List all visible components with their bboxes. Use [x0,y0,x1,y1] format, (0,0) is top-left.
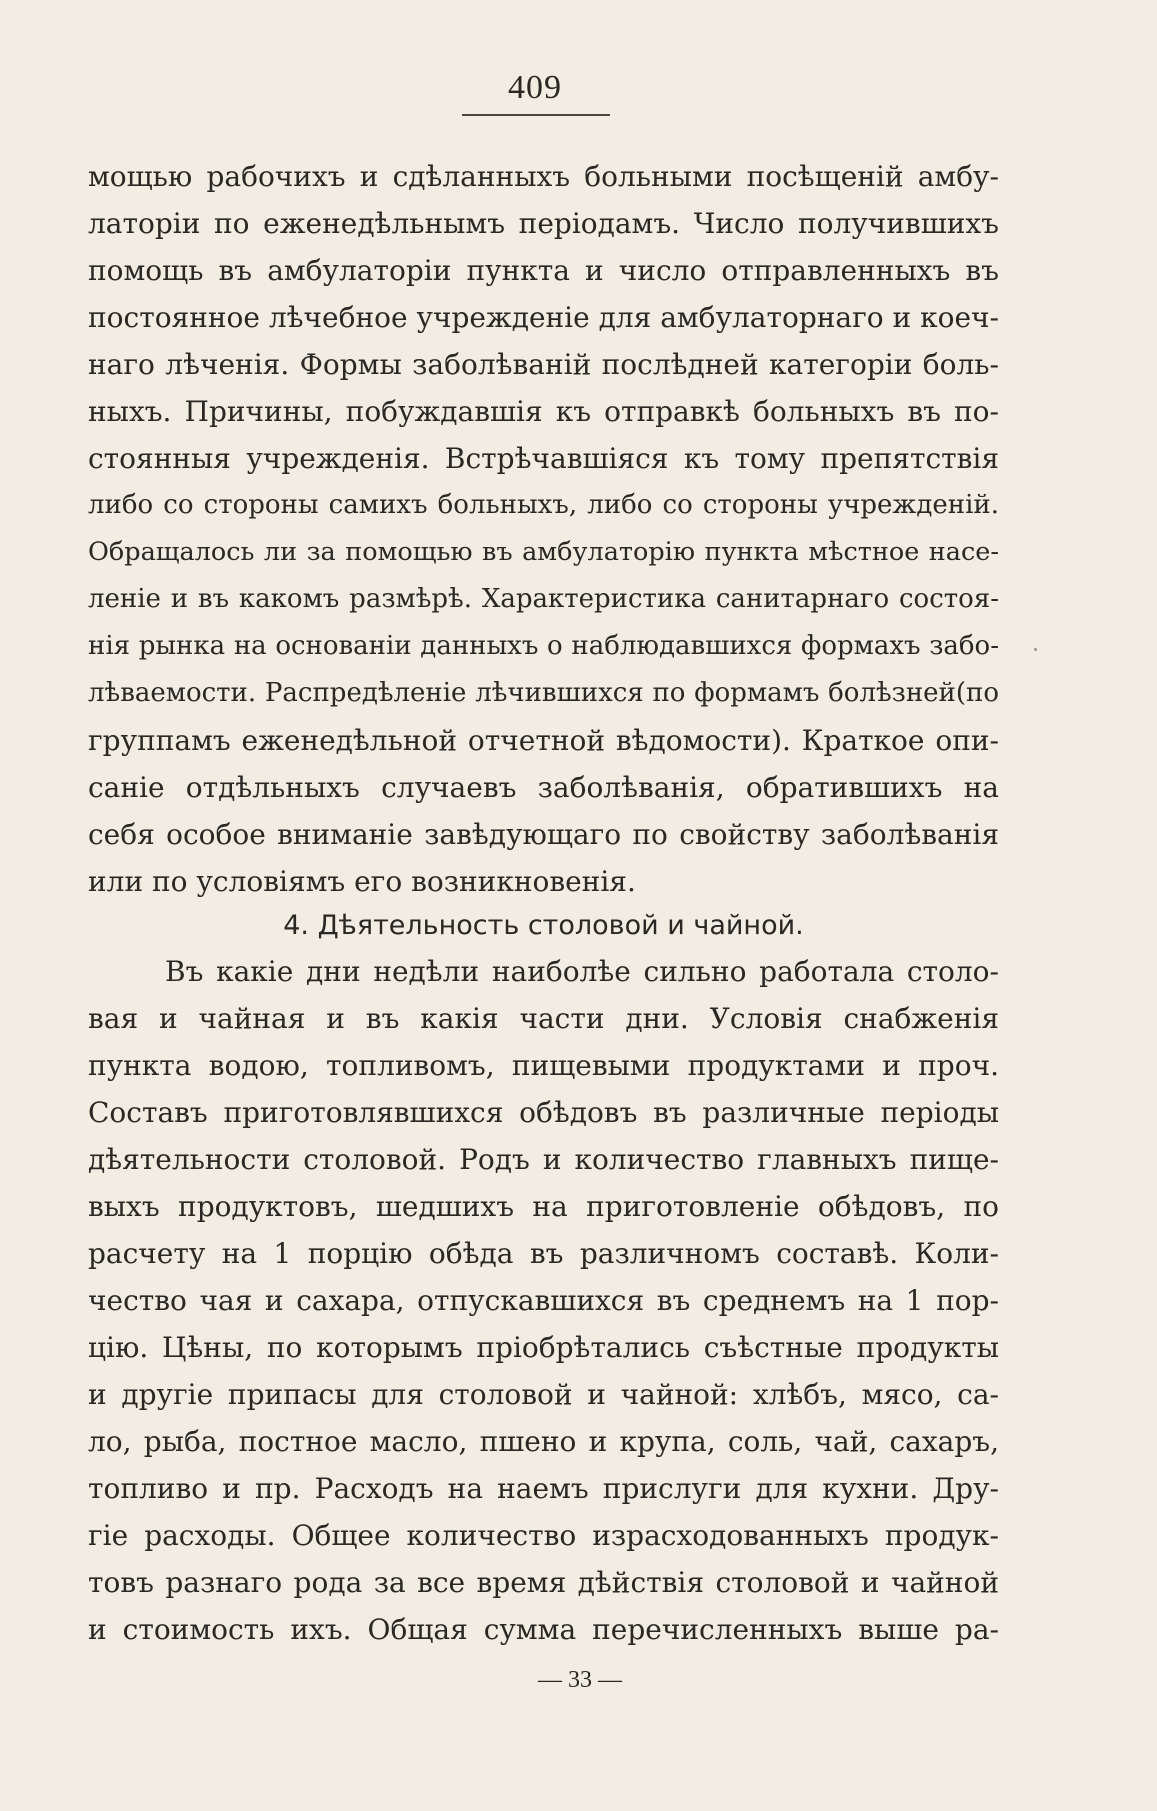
text-line: леніе и въ какомъ размѣрѣ. Характеристика санитарнаго состоя- [88,584,999,614]
text-line: латоріи по еженедѣльнымъ періодамъ. Число получившихъ [88,207,999,240]
text-line: мощью рабочихъ и сдѣланныхъ больными посѣщеній амбу- [88,160,999,193]
text-line: группамъ еженедѣльной отчетной вѣдомости). Краткое опи- [88,724,999,757]
text-line: гіе расходы. Общее количество израсходованныхъ продук- [88,1519,999,1552]
text-line: Составъ приготовлявшихся обѣдовъ въ различные періоды [88,1096,999,1129]
text-line: либо со стороны самихъ больныхъ, либо со стороны учрежденій. [88,490,999,520]
text-line: расчету на 1 порцію обѣда въ различномъ составѣ. Коли- [88,1237,999,1270]
text-line: вая и чайная и въ какія части дни. Условія снабженія [88,1002,999,1035]
text-line: ло, рыба, постное масло, пшено и крупа, соль, чай, сахаръ, [88,1425,999,1458]
page-number: 409 [508,69,562,106]
text-line: цію. Цѣны, по которымъ пріобрѣтались съѣстные продукты [88,1331,999,1364]
paragraph-ambulatory [88,153,999,905]
text-line: постоянное лѣчебное учрежденіе для амбулаторнаго и коеч- [88,301,999,334]
text-line: Обращалось ли за помощью въ амбулаторію пункта мѣстное насе- [88,537,999,567]
text-line: лѣваемости. Распредѣленіе лѣчившихся по формамъ болѣзней(по [88,678,999,708]
paragraph-canteen [88,948,999,1653]
text-line: или по условіямъ его возникновенія. [88,865,636,898]
text-line: помощь въ амбулаторіи пункта и число отправленныхъ въ [88,254,999,287]
text-line: себя особое вниманіе завѣдующаго по свойству заболѣванія [88,818,999,851]
page-number-rule [462,114,610,116]
text-line: наго лѣченія. Формы заболѣваній послѣдней категоріи боль- [88,348,999,381]
text-line: дѣятельности столовой. Родъ и количество главныхъ пище- [88,1143,999,1176]
signature-mark: — 33 — [538,1667,622,1693]
text-line: товъ разнаго рода за все время дѣйствія столовой и чайной [88,1566,999,1599]
text-line: Въ какіе дни недѣли наиболѣе сильно работала столо- [165,955,999,988]
text-line: и другіе припасы для столовой и чайной: хлѣбъ, мясо, са- [88,1378,999,1411]
text-line: и стоимость ихъ. Общая сумма перечисленныхъ выше ра- [88,1613,999,1646]
text-line: чество чая и сахара, отпускавшихся въ среднемъ на 1 пор- [88,1284,999,1317]
text-line: саніе отдѣльныхъ случаевъ заболѣванія, обратившихъ на [88,771,999,804]
text-line: стоянныя учрежденія. Встрѣчавшіяся къ тому препятствія [88,442,999,475]
text-line: выхъ продуктовъ, шедшихъ на приготовленіе обѣдовъ, по [88,1190,999,1223]
paper-speck [1034,648,1037,651]
section-heading: 4. Дѣятельность столовой и чайной. [283,910,804,941]
text-line: топливо и пр. Расходъ на наемъ прислуги для кухни. Дру- [88,1472,999,1505]
text-line: пункта водою, топливомъ, пищевыми продуктами и проч. [88,1049,999,1082]
text-line: нія рынка на основаніи данныхъ о наблюдавшихся формахъ забо- [88,631,999,661]
text-line: ныхъ. Причины, побуждавшія къ отправкѣ больныхъ въ по- [88,395,999,428]
